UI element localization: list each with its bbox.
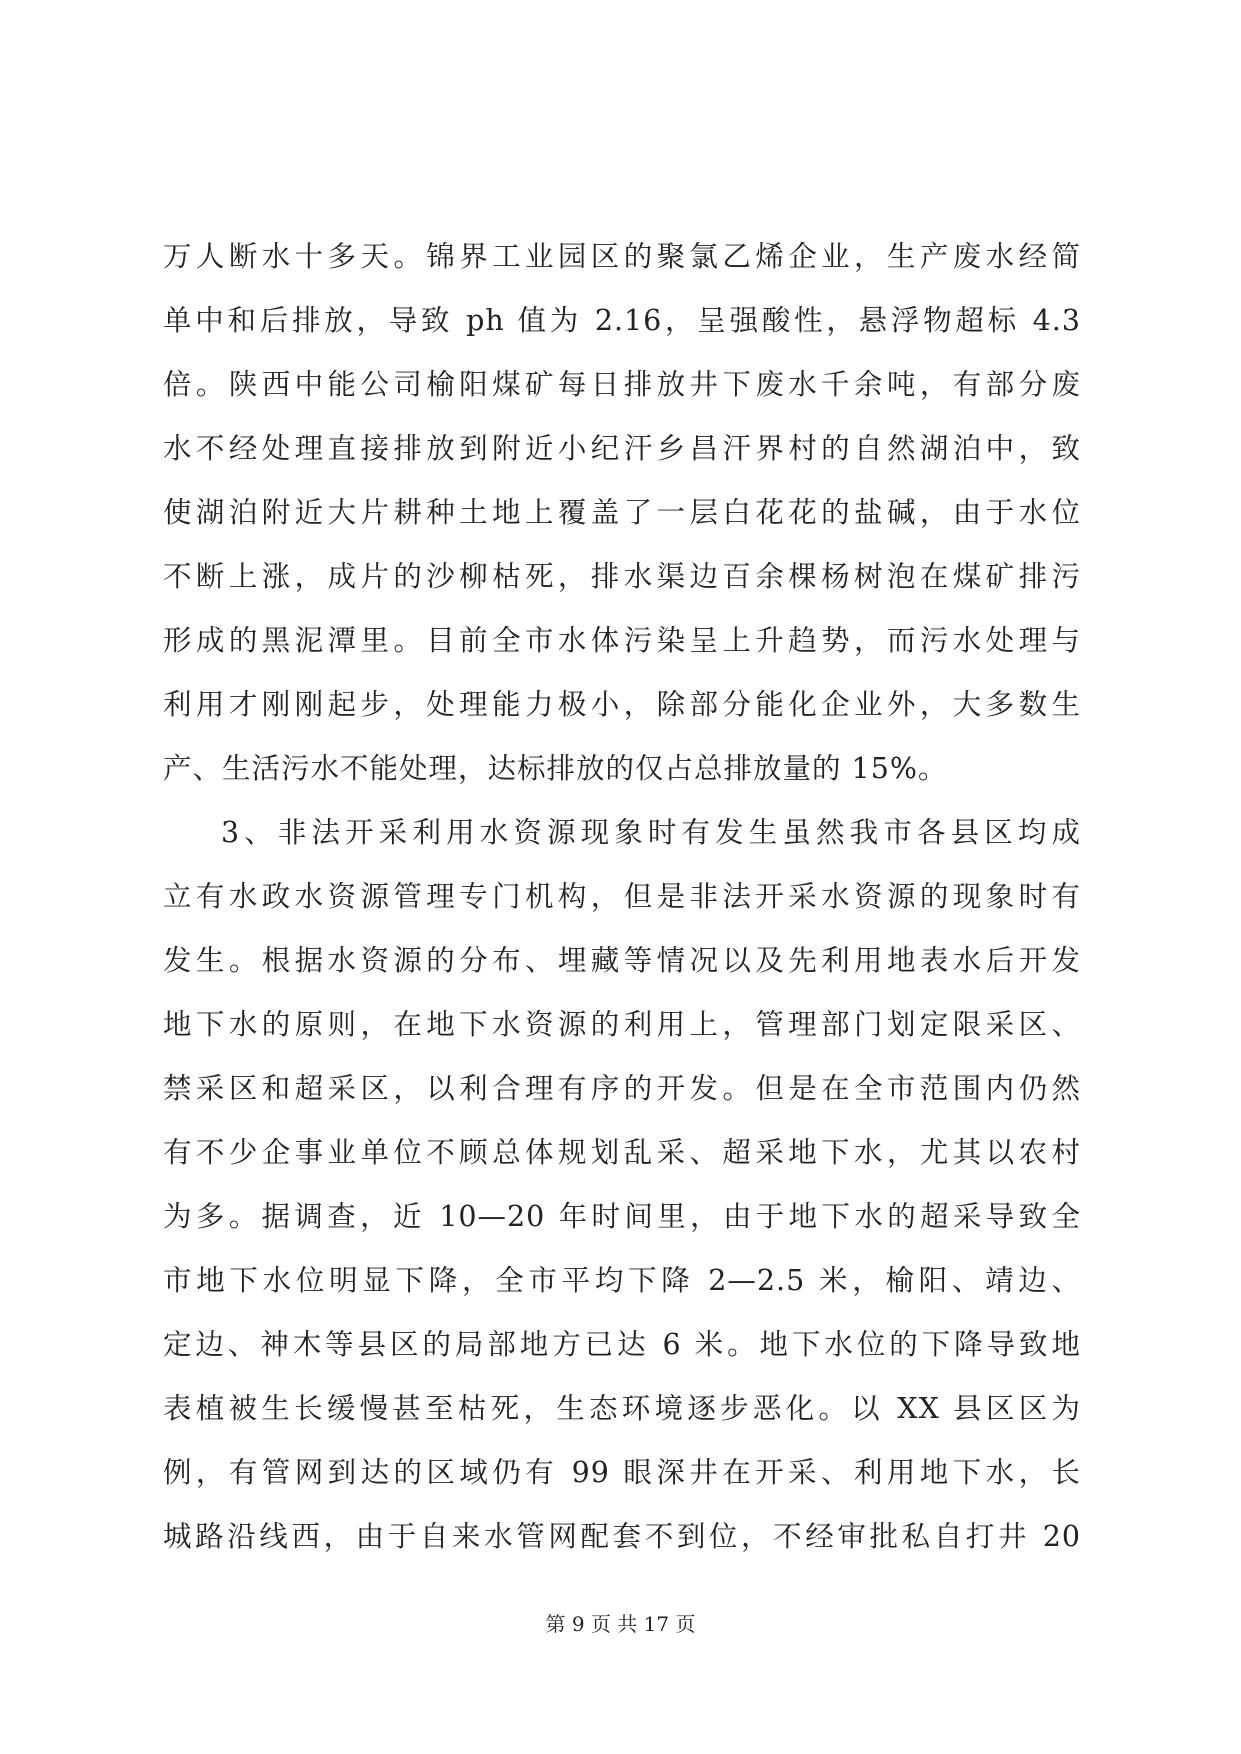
text-line: 发生。根据水资源的分布、埋藏等情况以及先利用地表水后开发 xyxy=(163,944,1081,977)
text-line: 有不少企事业单位不顾总体规划乱采、超采地下水，尤其以农村 xyxy=(163,1136,1081,1169)
text-line: 市地下水位明显下降，全市平均下降 2—2.5 米，榆阳、靖边、 xyxy=(163,1264,1081,1297)
text-line: 城路沿线西，由于自来水管网配套不到位，不经审批私自打井 20 xyxy=(163,1520,1081,1553)
text-line: 倍。陕西中能公司榆阳煤矿每日排放井下废水千余吨，有部分废 xyxy=(163,368,1081,401)
text-line: 不断上涨，成片的沙柳枯死，排水渠边百余棵杨树泡在煤矿排污 xyxy=(163,560,1081,593)
paragraph-start-line: 3、非法开采利用水资源现象时有发生虽然我市各县区均成 xyxy=(221,816,1081,849)
text-line: 立有水政水资源管理专门机构，但是非法开采水资源的现象时有 xyxy=(163,880,1081,913)
page-footer: 第 9 页 共 17 页 xyxy=(545,1612,696,1636)
text-line: 产、生活污水不能处理，达标排放的仅占总排放量的 15%。 xyxy=(163,752,948,785)
body-text xyxy=(163,225,1081,1569)
text-line: 利用才刚刚起步，处理能力极小，除部分能化企业外，大多数生 xyxy=(163,688,1081,721)
text-line: 地下水的原则，在地下水资源的利用上，管理部门划定限采区、 xyxy=(163,1008,1081,1041)
text-line: 万人断水十多天。锦界工业园区的聚氯乙烯企业，生产废水经简 xyxy=(163,240,1081,273)
text-line: 禁采区和超采区，以利合理有序的开发。但是在全市范围内仍然 xyxy=(163,1072,1081,1105)
text-line: 形成的黑泥潭里。目前全市水体污染呈上升趋势，而污水处理与 xyxy=(163,624,1081,657)
text-line: 定边、神木等县区的局部地方已达 6 米。地下水位的下降导致地 xyxy=(163,1328,1081,1361)
text-line: 例，有管网到达的区域仍有 99 眼深井在开采、利用地下水，长 xyxy=(163,1456,1081,1489)
text-line: 水不经处理直接排放到附近小纪汗乡昌汗界村的自然湖泊中，致 xyxy=(163,432,1081,465)
text-line: 表植被生长缓慢甚至枯死，生态环境逐步恶化。以 XX 县区区为 xyxy=(163,1392,1081,1425)
text-line: 使湖泊附近大片耕种土地上覆盖了一层白花花的盐碱，由于水位 xyxy=(163,496,1081,529)
text-line: 为多。据调查，近 10—20 年时间里，由于地下水的超采导致全 xyxy=(163,1200,1081,1233)
text-line: 单中和后排放，导致 ph 值为 2.16，呈强酸性，悬浮物超标 4.3 xyxy=(163,304,1081,337)
